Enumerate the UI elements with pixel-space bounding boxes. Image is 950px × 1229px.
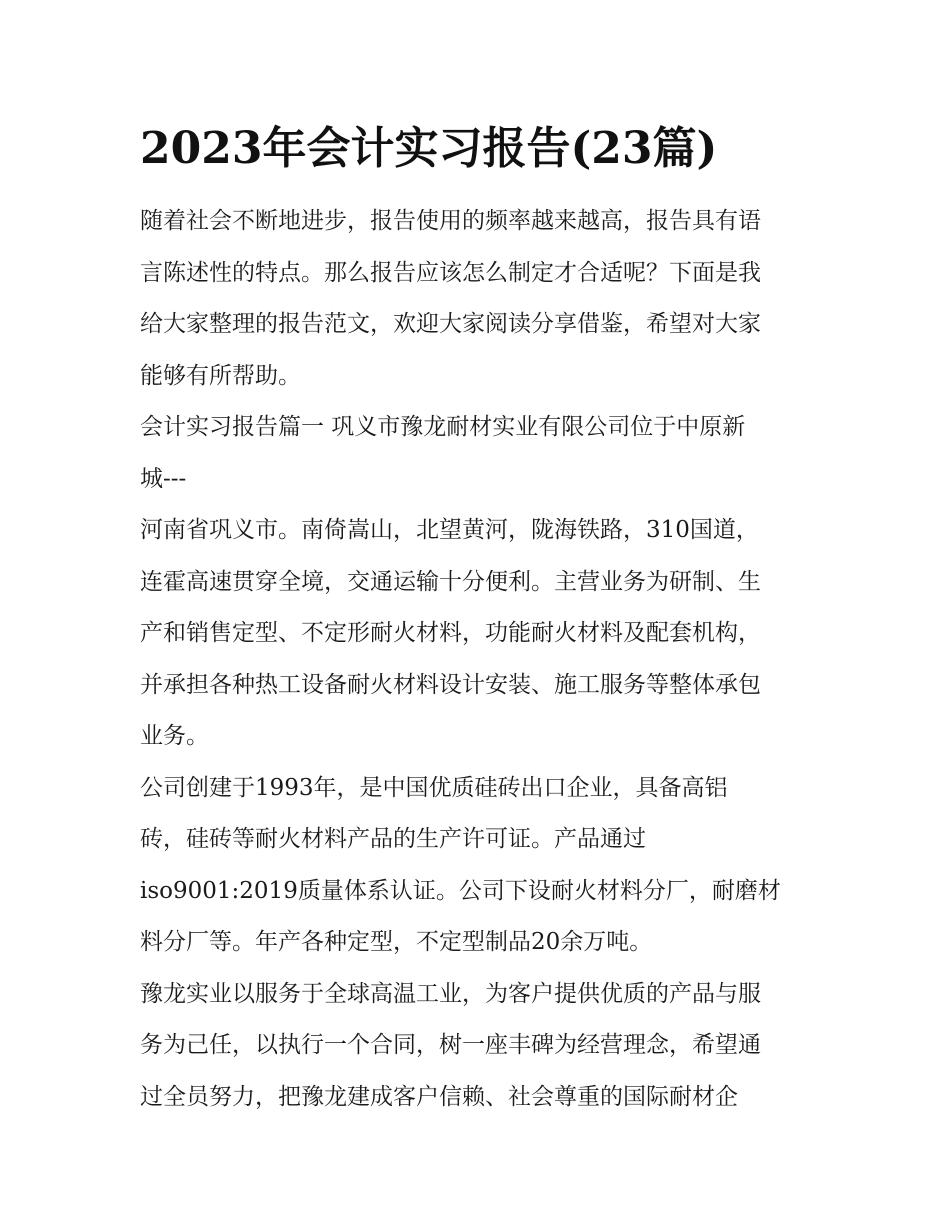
text-line: 河南省巩义市。南倚嵩山，北望黄河，陇海铁路，310国道， xyxy=(140,517,759,543)
text-line: 连霍高速贯穿全境，交通运输十分便利。主营业务为研制、生 xyxy=(140,568,761,595)
text-line: 城--- xyxy=(140,465,187,492)
text-line: 能够有所帮助。 xyxy=(140,362,301,389)
text-line: 产和销售定型、不定形耐火材料，功能耐火材料及配套机构， xyxy=(140,620,761,646)
text-line: 务为己任，以执行一个合同，树一座丰碑为经营理念，希望通 xyxy=(140,1032,761,1058)
text-line: 公司创建于1993年，是中国优质硅砖出口企业，具备高铝 xyxy=(140,774,728,801)
text-line: 言陈述性的特点。那么报告应该怎么制定才合适呢？下面是我 xyxy=(140,259,761,286)
text-line: 业务。 xyxy=(140,723,209,749)
document-body xyxy=(140,196,820,1123)
document-title: 2023年会计实习报告(23篇) xyxy=(140,123,718,174)
text-line: 砖，硅砖等耐火材料产品的生产许可证。产品通过 xyxy=(140,826,646,852)
text-line: 并承担各种热工设备耐火材料设计安装、施工服务等整体承包 xyxy=(140,671,761,698)
text-line: 给大家整理的报告范文，欢迎大家阅读分享借鉴，希望对大家 xyxy=(140,311,761,337)
text-line: iso9001:2019质量体系认证。公司下设耐火材料分厂，耐磨材 xyxy=(140,877,781,904)
text-line: 过全员努力，把豫龙建成客户信赖、社会尊重的国际耐材企 xyxy=(140,1083,738,1110)
text-line: 会计实习报告篇一 巩义市豫龙耐材实业有限公司位于中原新 xyxy=(140,414,746,440)
text-line: 料分厂等。年产各种定型，不定型制品20余万吨。 xyxy=(140,929,653,955)
text-line: 随着社会不断地进步，报告使用的频率越来越高，报告具有语 xyxy=(140,208,761,234)
text-line: 豫龙实业以服务于全球高温工业，为客户提供优质的产品与服 xyxy=(140,980,761,1007)
